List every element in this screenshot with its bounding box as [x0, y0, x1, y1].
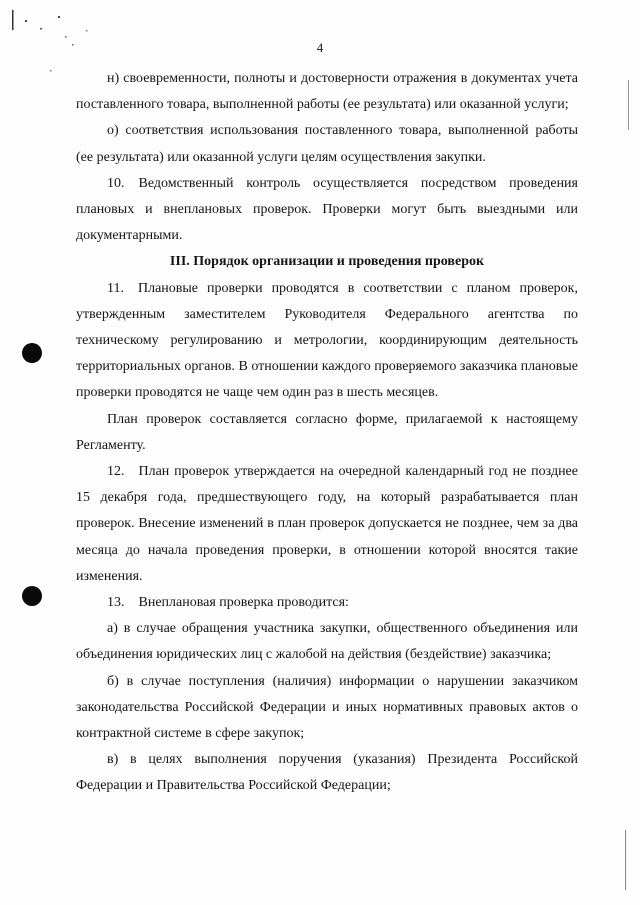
paragraph-clause-13: 13. Внеплановая проверка проводится: [107, 595, 349, 611]
paragraph-section-iii-heading: III. Порядок организации и проведения проверок [169, 254, 485, 270]
paragraph-clause-12: 12. План проверок утверждается на очередной календарный год не позднее 15 декабря года, предшествующего году, на который разрабатывается план проверок. Внесение изменений в план проверок допускается не позднее, чем за два месяца до начала проведения проверки, в отношении которой вносятся такие изменения. [76, 464, 578, 584]
paragraph-item-b: б) в случае поступления (наличия) информации о нарушении заказчиком законодательства Российской Федерации и иных нормативных правовых актов о контрактной системе в сфере закупок; [76, 673, 578, 742]
paragraph-item-v: в) в целях выполнения поручения (указания) Президента Российской Федерации и Правительства Российской Федерации; [76, 752, 578, 794]
paragraph-clause-10: 10. Ведомственный контроль осуществляется посредством проведения плановых и внеплановых проверок. Проверки могут быть выездными или документарными. [76, 175, 578, 244]
paragraph-clause-11-plan: План проверок составляется согласно форме, прилагаемой к настоящему Регламенту. [76, 411, 578, 453]
paragraph-item-o: о) соответствия использования поставленного товара, выполненной работы (ее результата) или оказанной услуги целям осуществления закупки. [76, 123, 578, 165]
paragraph-item-a: а) в случае обращения участника закупки, общественного объединения или объединения юридических лиц с жалобой на действия (бездействие) заказчика; [76, 621, 578, 663]
paragraph-clause-11: 11. Плановые проверки проводятся в соответствии с планом проверок, утвержденным заместителем Руководителя Федерального агентства по техническому регулированию и метрологии, координирующим деятельность территориальных органов. В отношении каждого проверяемого заказчика плановые проверки проводятся не чаще чем один раз в шесть месяцев. [76, 280, 578, 401]
paragraph-item-n: н) своевременности, полноты и достоверности отражения в документах учета поставленного товара, выполненной работы (ее результата) или оказанной услуги; [76, 71, 578, 113]
page-number: 4 [316, 40, 324, 55]
